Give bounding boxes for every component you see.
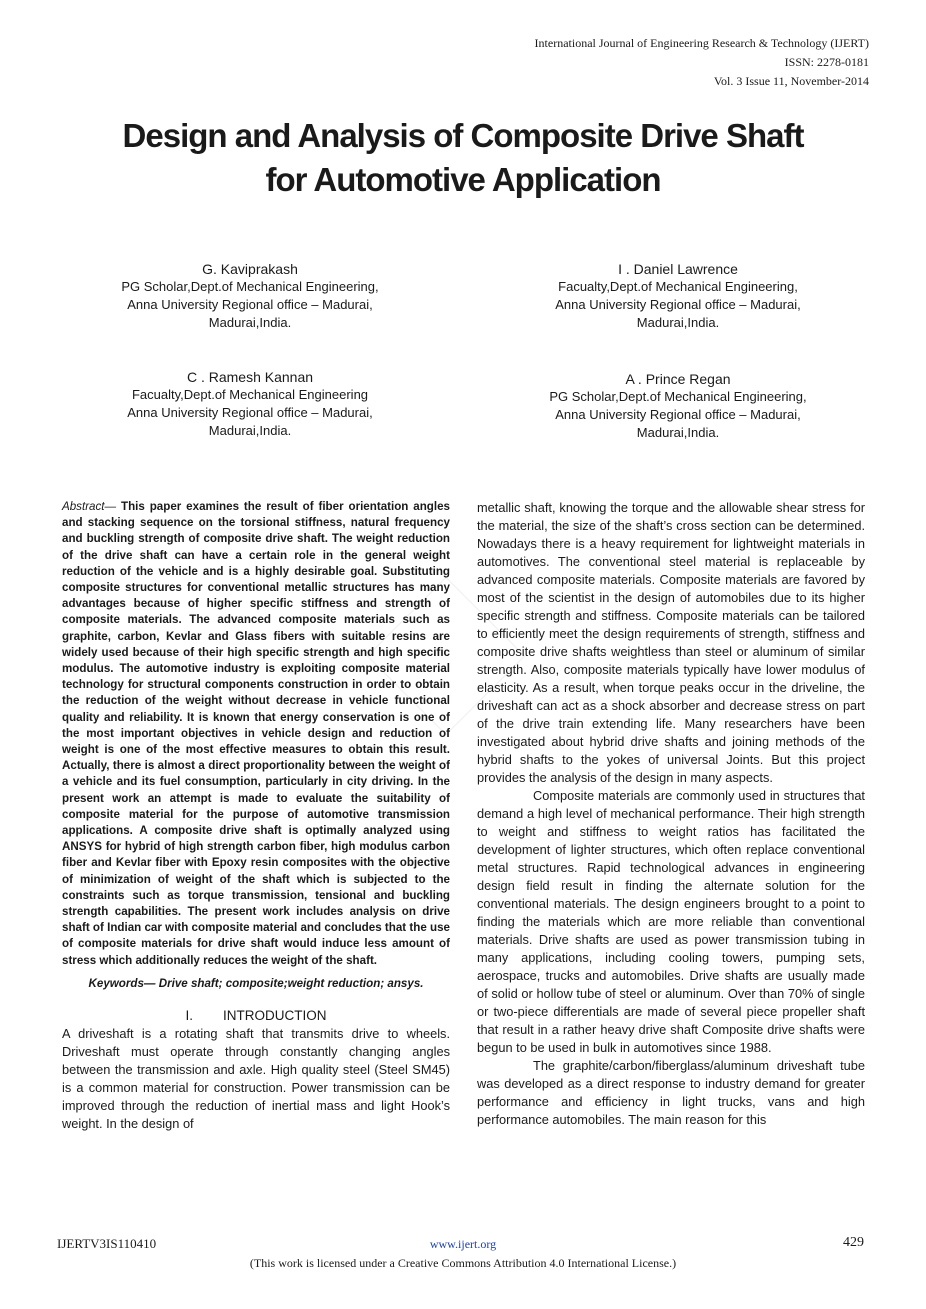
author-affiliation: PG Scholar,Dept.of Mechanical Engineering,	[121, 279, 379, 294]
intro-paragraph-1: A driveshaft is a rotating shaft that transmits drive to wheels. Driveshaft must operate through constantly changing angles between the transmission and axle. High quality steel (Steel SM45) is a common material for construction. Power transmission can be improved through the reduction of inertial mass and light Hook’s weight. In the design of	[62, 1025, 450, 1131]
author-name: C . Ramesh Kannan	[186, 369, 314, 385]
author-block-1	[85, 260, 415, 332]
author-affiliation: Anna University Regional office – Madurai,	[127, 297, 373, 312]
footer-paper-id: IJERTV3IS110410	[57, 1236, 157, 1251]
title-line-2: for Automotive Application	[265, 161, 661, 198]
abstract-lead: Abstract—	[62, 500, 117, 513]
body-paragraph-1: metallic shaft, knowing the torque and the allowable shear stress for the material, the size of the shaft’s cross section can be determined. Nowadays there is a heavy requirement for lightweight materials in automotives. The conventional steel material is replaceable by advanced composite materials. Composite materials are favored by most of the scientist in the design of automobiles due to its higher specific strength and stiffness. Composite materials can be tailored to efficiently meet the design requirements of strength, stiffness and composite drive shafts weightless than steel or aluminum of similar strength. Also, composite materials typically have lower modulus of elasticity. As a result, when torque peaks occur in the driveline, the driveshaft can act as a shock absorber and decrease stress on part of the drive train extending life. Many researchers have been investigated about hybrid drive shafts and joining methods of the hybrid shafts to the yokes of universal Joints. But this project provides the analysis of the design in many aspects.	[477, 500, 865, 785]
author-name: A . Prince Regan	[625, 371, 731, 387]
author-name: G. Kaviprakash	[202, 261, 298, 277]
author-location: Madurai,India.	[636, 315, 720, 330]
title-line-1: Design and Analysis of Composite Drive Shaft	[122, 117, 804, 154]
author-block-3	[85, 368, 415, 440]
journal-name: International Journal of Engineering Research & Technology (IJERT)	[534, 36, 869, 50]
author-affiliation: Facualty,Dept.of Mechanical Engineering	[131, 387, 369, 402]
author-location: Madurai,India.	[636, 425, 720, 440]
section-heading-introduction	[62, 1007, 450, 1025]
author-affiliation: Anna University Regional office – Madurai,	[555, 407, 801, 422]
author-block-4	[513, 370, 843, 442]
abstract-text: This paper examines the result of fiber orientation angles and stacking sequence on the torsional stiffness, natural frequency and buckling strength of composite drive shaft. The weight reduction of the drive shaft can have a certain role in the general weight reduction of the vehicle and is a highly desirable goal. Substituting composite structures for conventional metallic structures has many advantages because of higher specific stiffness and strength of composite materials. The advanced composite materials such as graphite, carbon, Kevlar and Glass fibers with suitable resins are widely used because of their high specific strength and high specific modulus. The automotive industry is exploiting composite material technology for structural components construction in order to obtain the reduction of the weight without decrease in vehicle functional quality and reliability. It is known that energy conservation is one of the most important objectives in vehicle design and reduction of weight is one of the most effective measures to obtain this result. Actually, there is almost a direct proportionality between the weight of a vehicle and its fuel consumption, particularly in city driving. In the present work an attempt is made to evaluate the suitability of composite material for the purpose of automotive transmission applications. A composite drive shaft is optimally analyzed using ANSYS for hybrid of high strength carbon fiber, high modulus carbon fiber and Kevlar fiber with Epoxy resin composites with the objective of minimization of weight of the shaft which is subjected to the constraints such as torque transmission, tensional and buckling strength capabilities. The present work includes analysis on drive shaft of Indian car with composite material and concludes that the use of composite materials for drive shaft would induce less amount of stress which additionally reduces the weight of the shaft.	[62, 500, 450, 967]
author-name: I . Daniel Lawrence	[618, 261, 738, 277]
journal-volume: Vol. 3 Issue 11, November-2014	[713, 74, 869, 88]
journal-header	[535, 34, 869, 91]
paper-title	[0, 114, 926, 202]
right-column	[477, 499, 865, 1129]
footer-url-link[interactable]: www.ijert.org	[429, 1237, 497, 1251]
author-affiliation: Anna University Regional office – Madurai,	[555, 297, 801, 312]
author-location: Madurai,India.	[208, 315, 292, 330]
author-affiliation: Facualty,Dept.of Mechanical Engineering,	[558, 279, 798, 294]
author-affiliation: Anna University Regional office – Madurai,	[127, 405, 373, 420]
abstract	[62, 499, 450, 969]
author-location: Madurai,India.	[208, 423, 292, 438]
author-affiliation: PG Scholar,Dept.of Mechanical Engineering,	[549, 389, 807, 404]
keywords: Keywords— Drive shaft; composite;weight reduction; ansys.	[88, 976, 424, 990]
author-block-2	[513, 260, 843, 332]
page-number: 429	[843, 1235, 864, 1250]
journal-issn: ISSN: 2278-0181	[784, 55, 869, 69]
section-number: I.	[185, 1007, 193, 1023]
body-paragraph-3: The graphite/carbon/fiberglass/aluminum driveshaft tube was developed as a direct response to industry demand for greater performance and efficiency in light trucks, vans and high performance automobiles. The main reason for this	[477, 1058, 865, 1127]
body-paragraph-2: Composite materials are commonly used in structures that demand a high level of mechanical performance. Their high strength to weight and stiffness to weight ratios has facilitated the development of lighter structures, which often replace conventional metal structures. Rapid technological advances in engineering design field result in finding the alternate solution for the conventional materials. The design engineers brought to a point to finding the materials which are more reliable than conventional materials. Drive shafts are used as power transmission tubing in many applications, including cooling towers, pumping sets, aerospace, trucks and automobiles. Drive shafts are usually made of solid or hollow tube of steel or aluminum. Over than 70% of single or two-piece differentials are made of several piece propeller shaft that result in a rather heavy drive shaft Composite drive shafts were begun to be used in bulk in automotives since 1988.	[477, 788, 865, 1055]
section-title: INTRODUCTION	[223, 1007, 327, 1023]
license-note: (This work is licensed under a Creative Commons Attribution 4.0 International License.)	[249, 1256, 677, 1270]
left-column	[62, 499, 450, 1133]
